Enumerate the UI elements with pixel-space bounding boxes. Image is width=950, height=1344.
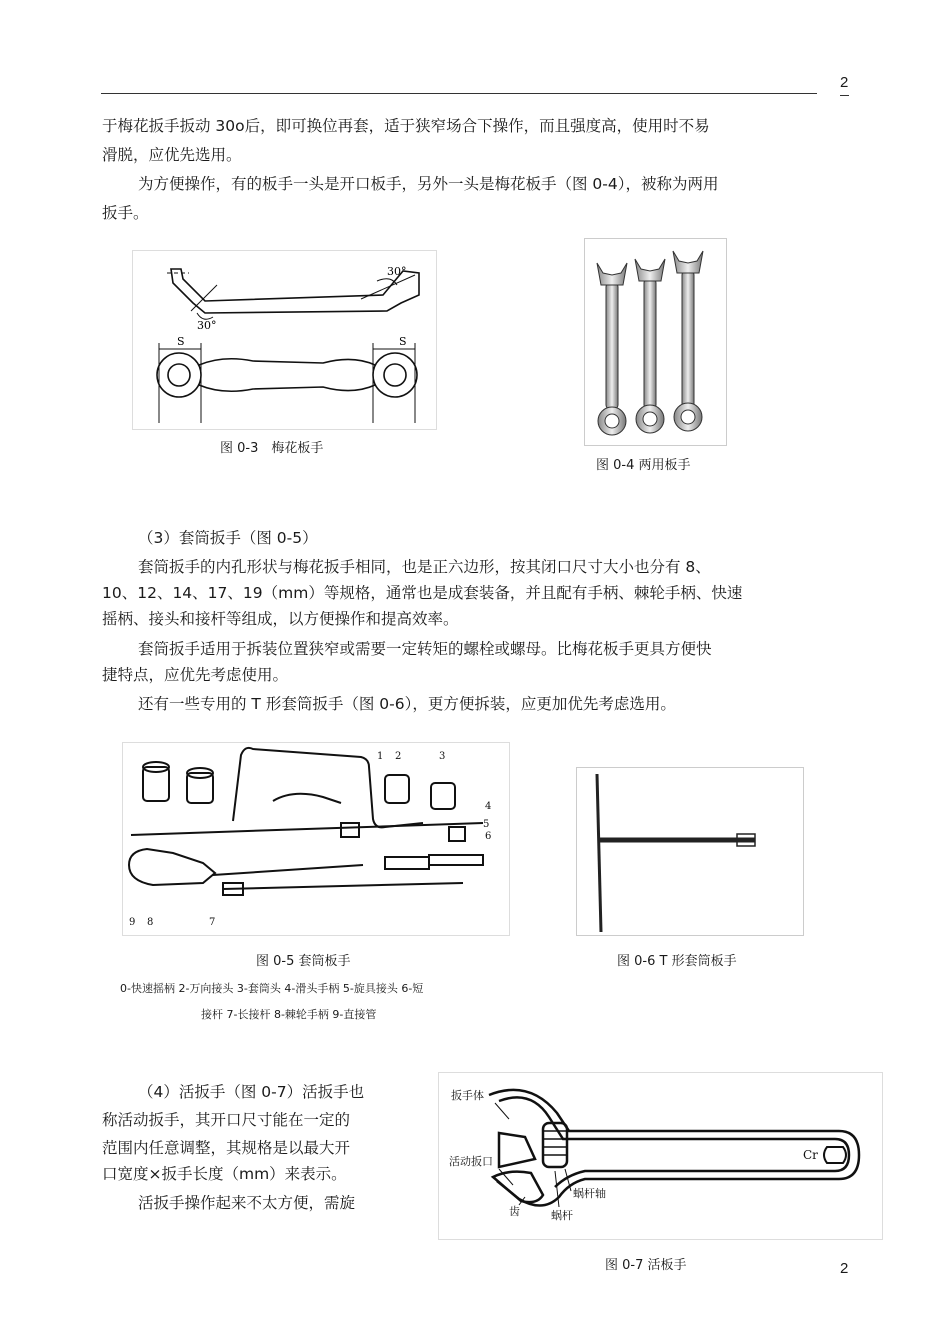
p2-line-1: 为方便操作，有的板手一头是开口板手，另外一头是梅花板手（图 0-4），被称为两用 <box>138 175 719 193</box>
p2-line-2: 扳手。 <box>102 204 149 222</box>
header-rule <box>101 93 817 94</box>
p5-line: 还有一些专用的 T 形套筒扳手（图 0-6），更方便拆装，应更加优先考虑选用。 <box>138 695 676 713</box>
section-4-line-3: 范围内任意调整，其规格是以最大开 <box>102 1139 351 1157</box>
callout-3: 3 <box>439 751 446 762</box>
page-number-bottom: 2 <box>840 1260 849 1277</box>
label-worm-shaft: 蜗杆轴 <box>573 1187 606 1200</box>
figure-0-3 <box>132 250 437 430</box>
p1-line-1: 于梅花扳手扳动 30o后，即可换位再套，适于狭窄场合下操作，而且强度高，使用时不易 <box>102 117 710 135</box>
p3-line-2: 10、12、14、17、19（mm）等规格，通常也是成套装备，并且配有手柄、棘轮手柄、快速 <box>102 584 743 602</box>
figure-0-4 <box>584 238 727 446</box>
label-movable-jaw: 活动扳口 <box>449 1155 493 1168</box>
callout-8: 8 <box>147 917 154 928</box>
p4-line-1: 套筒扳手适用于拆装位置狭窄或需要一定转矩的螺栓或螺母。比梅花板手更具方便快 <box>138 640 712 658</box>
page-number-top: 2 <box>840 74 849 91</box>
angle-label-top: 30° <box>387 265 407 278</box>
section-4-line-5: 活扳手操作起来不太方便，需旋 <box>138 1194 356 1212</box>
figure-0-5 <box>122 742 510 936</box>
label-wrench-body: 扳手体 <box>451 1089 484 1102</box>
dim-s-right: S <box>399 335 407 348</box>
angle-label-bottom: 30° <box>197 319 217 332</box>
caption-figure-0-7: 图 0-7 活板手 <box>605 1258 687 1273</box>
section-3-title: （3）套筒扳手（图 0-5） <box>138 529 318 547</box>
p1-line-2: 滑脱，应优先选用。 <box>102 146 242 164</box>
caption-figure-0-3: 图 0-3 梅花板手 <box>220 441 324 456</box>
callout-4: 4 <box>485 801 492 812</box>
section-4-line-4: 口宽度×扳手长度（mm）来表示。 <box>102 1165 347 1183</box>
page-number-underline <box>840 95 849 96</box>
callout-7: 7 <box>209 917 216 928</box>
callout-5: 5 <box>483 819 490 830</box>
p4-line-2: 捷特点，应优先考虑使用。 <box>102 666 289 684</box>
caption-figure-0-5: 图 0-5 套筒板手 <box>256 954 351 969</box>
caption-figure-0-4: 图 0-4 两用板手 <box>596 458 691 473</box>
legend-figure-0-5-line-1: 0-快速摇柄 2-万向接头 3-套筒头 4-滑头手柄 5-旋具接头 6-短 <box>120 982 424 995</box>
section-4-line-1: （4）活扳手（图 0-7）活扳手也 <box>138 1083 365 1101</box>
legend-figure-0-5-line-2: 接杆 7-长接杆 8-棘轮手柄 9-直接管 <box>201 1008 377 1021</box>
label-teeth: 齿 <box>509 1205 520 1218</box>
label-worm: 蜗杆 <box>551 1209 573 1222</box>
stamp-cr: Cr <box>803 1148 818 1162</box>
callout-1: 1 <box>377 751 384 762</box>
p3-line-1: 套筒扳手的内孔形状与梅花扳手相同，也是正六边形，按其闭口尺寸大小也分有 8、 <box>138 558 711 576</box>
figure-0-6 <box>576 767 804 936</box>
dim-s-left: S <box>177 335 185 348</box>
callout-6: 6 <box>485 831 492 842</box>
section-4-line-2: 称活动扳手，其开口尺寸能在一定的 <box>102 1111 351 1129</box>
figure-0-7 <box>438 1072 883 1240</box>
callout-2: 2 <box>395 751 402 762</box>
p3-line-3: 摇柄、接头和接杆等组成，以方便操作和提高效率。 <box>102 610 459 628</box>
callout-9: 9 <box>129 917 136 928</box>
caption-figure-0-6: 图 0-6 T 形套筒板手 <box>617 954 737 969</box>
